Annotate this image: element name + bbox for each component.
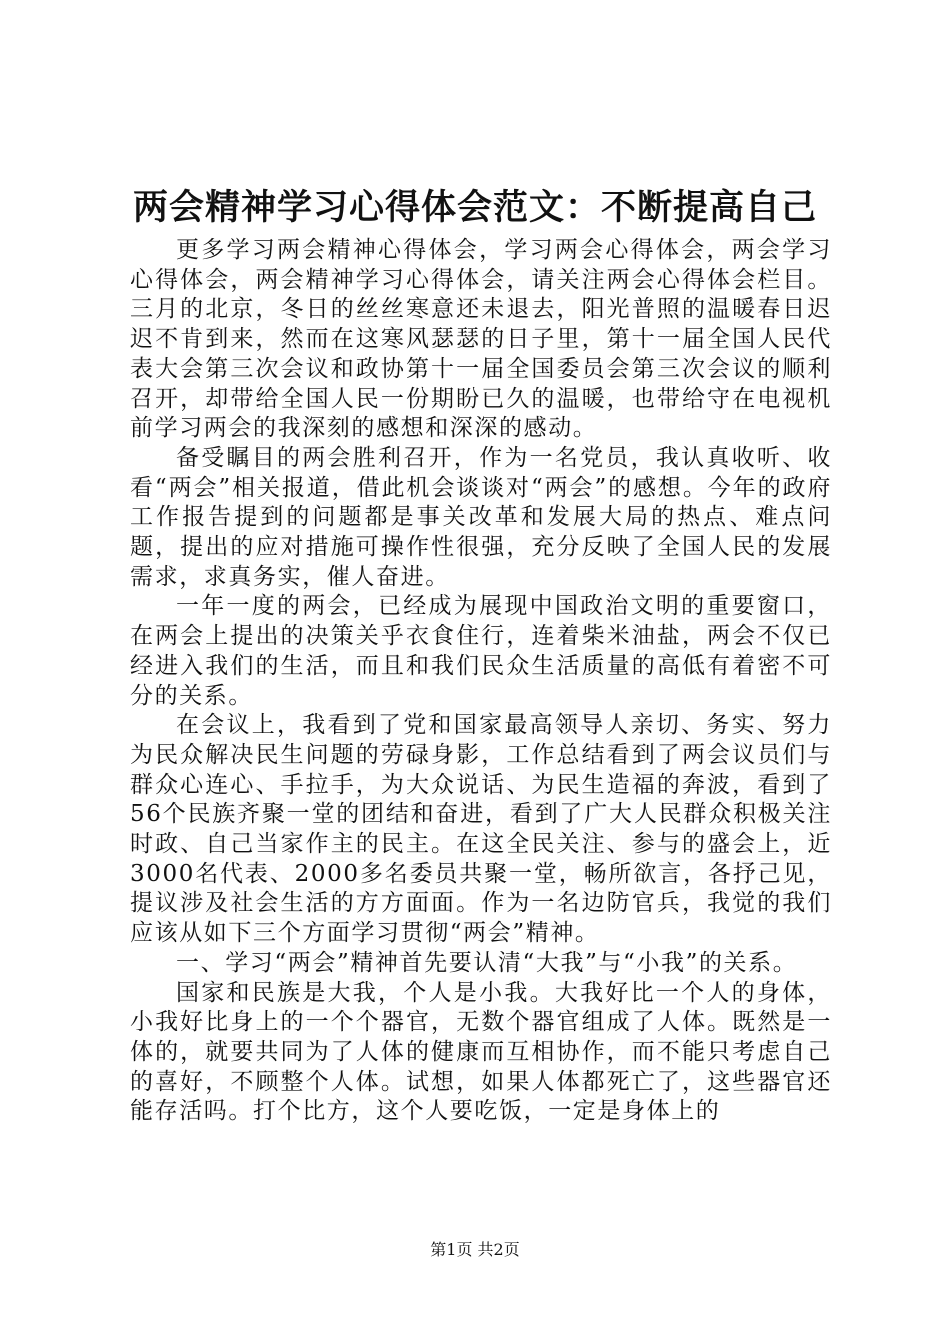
- paragraph: 更多学习两会精神心得体会，学习两会心得体会，两会学习心得体会，两会精神学习心得体会，请关注两会心得体会栏目。三月的北京，冬日的丝丝寒意还未退去，阳光普照的温暖春日迟迟不肯到来，然而在这寒风瑟瑟的日子里，第十一届全国人民代表大会第三次会议和政协第十一届全国委员会第三次会议的顺利召开，却带给全国人民一份期盼已久的温暖，也带给守在电视机前学习两会的我深刻的感想和深深的感动。: [130, 237, 832, 442]
- paragraph: 一年一度的两会，已经成为展现中国政治文明的重要窗口，在两会上提出的决策关乎衣食住行，连着柴米油盐，两会不仅已经进入我们的生活，而且和我们民众生活质量的高低有着密不可分的关系。: [130, 593, 832, 709]
- paragraph: 一、学习“两会”精神首先要认清“大我”与“小我”的关系。: [176, 949, 798, 976]
- page-number-footer: 第1页 共2页: [430, 1240, 520, 1259]
- document-body: [130, 236, 832, 1127]
- paragraph: 国家和民族是大我，个人是小我。大我好比一个人的身体，小我好比身上的一个个器官，无数个器官组成了人体。既然是一体的，就要共同为了人体的健康而互相协作，而不能只考虑自己的喜好，不顾整个人体。试想，如果人体都死亡了，这些器官还能存活吗。打个比方，这个人要吃饭，一定是身体上的: [130, 979, 832, 1125]
- paragraph: 备受瞩目的两会胜利召开，作为一名党员，我认真收听、收看“两会”相关报道，借此机会谈谈对“两会”的感想。今年的政府工作报告提到的问题都是事关改革和发展大局的热点、难点问题，提出的应对措施可操作性很强，充分反映了全国人民的发展需求，求真务实，催人奋进。: [130, 444, 832, 590]
- document-title: 两会精神学习心得体会范文：不断提高自己: [132, 187, 817, 228]
- paragraph: 在会议上，我看到了党和国家最高领导人亲切、务实、努力为民众解决民生问题的劳碌身影，工作总结看到了两会议员们与群众心连心、手拉手，为大众说话、为民生造福的奔波，看到了56个民族齐聚一堂的团结和奋进，看到了广大人民群众积极关注时政、自己当家作主的民主。在这全民关注、参与的盛会上，近3000名代表、2000多名委员共聚一堂，畅所欲言，各抒己见，提议涉及社会生活的方方面面。作为一名边防官兵，我觉的我们应该从如下三个方面学习贯彻“两会”精神。: [130, 712, 832, 947]
